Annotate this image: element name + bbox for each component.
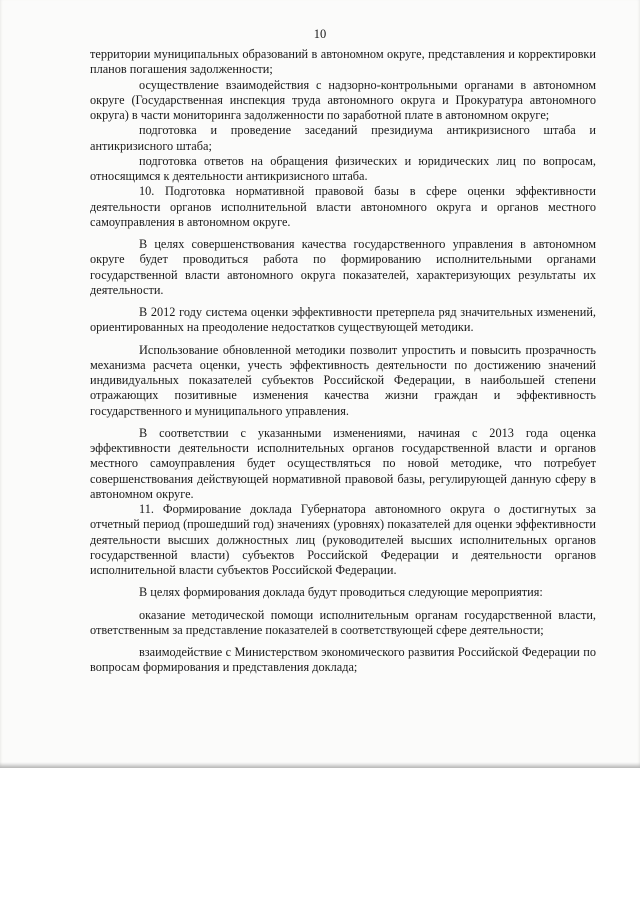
paragraph: осуществление взаимодействия с надзорно-контрольными органами в автономном округе (Государственная инспекция труда автономного округа и Прокуратура автономного округа) в части мониторинга задолженности по заработной плате в автономном округе; [90,77,596,122]
document-body [90,47,596,676]
paragraph: территории муниципальных образований в автономном округе, представления и корректировки планов погашения задолженности; [90,47,596,77]
paragraph: подготовка и проведение заседаний президиума антикризисного штаба и антикризисного штаба; [90,123,596,153]
paragraph: В соответствии с указанными изменениями, начиная с 2013 года оценка эффективности деятельности исполнительных органов государственной власти и органов местного самоуправления будет осуществляться по новой методике, что потребует совершенствования действующей нормативной правовой базы, регулирующей данную сферу в автономном округе. [90,425,596,501]
paragraph: взаимодействие с Министерством экономического развития Российской Федерации по вопросам формирования и представления доклада; [90,645,596,675]
section-heading-paragraph: 11. Формирование доклада Губернатора автономного округа о достигнутых за отчетный период (прошедший год) значениях (уровнях) показателей для оценки эффективности деятельности высших должностных лиц (руководителей высших исполнительных органов государственной власти) субъектов Российской Федерации и деятельности органов исполнительной власти субъектов Российской Федерации. [90,502,596,577]
paragraph: В 2012 году система оценки эффективности претерпела ряд значительных изменений, ориентированных на преодоление недостатков существующей методики. [90,305,596,335]
paragraph: оказание методической помощи исполнительным органам государственной власти, ответственным за представление показателей в соответствующей сфере деятельности; [90,607,596,637]
paragraph: Использование обновленной методики позволит упростить и повысить прозрачность механизма расчета оценки, учесть эффективность деятельности по достижению значений индивидуальных показателей субъектов Российской Федерации, в наибольшей степени отражающих позитивные изменения качества жизни граждан и эффективность государственного и муниципального управления. [90,342,596,418]
paragraph: В целях формирования доклада будут проводиться следующие мероприятия: [139,585,543,600]
paragraph: В целях совершенствования качества государственного управления в автономном округе будет проводиться работа по формированию исполнительными органами государственной власти автономного округа показателей, характеризующих результаты их деятельности. [90,237,596,297]
paragraph: подготовка ответов на обращения физических и юридических лиц по вопросам, относящимся к деятельности антикризисного штаба. [90,153,596,183]
section-heading-paragraph: 10. Подготовка нормативной правовой базы в сфере оценки эффективности деятельности органов исполнительной власти автономного округа и органов местного самоуправления в автономном округе. [90,184,596,229]
page-number: 10 [313,27,327,41]
